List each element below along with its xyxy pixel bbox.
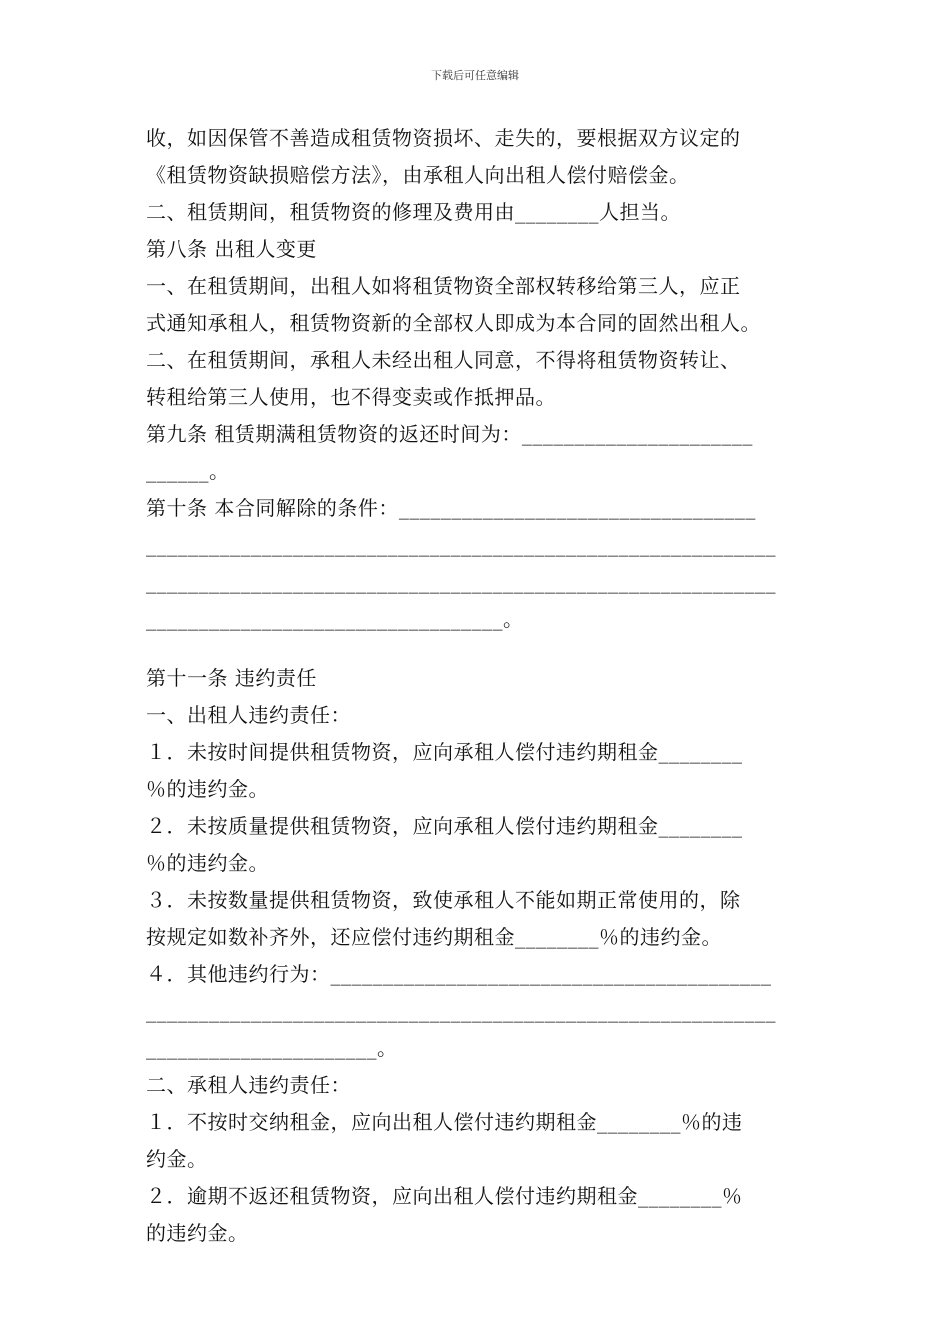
text-line: 的违约金。 xyxy=(146,1221,249,1245)
section-heading: 第八条 出租人变更 xyxy=(146,237,317,261)
text-line: １．未按时间提供租赁物资，应向承租人偿付违约期租金________ xyxy=(146,740,743,764)
text-line: 一、在租赁期间，出租人如将租赁物资全部权转移给第三人，应正 xyxy=(146,274,741,298)
text-line: 二、承租人违约责任： xyxy=(146,1073,351,1097)
text-line: 式通知承租人，租赁物资新的全部权人即成为本合同的固然出租人。 xyxy=(146,311,761,335)
text-line: 约金。 xyxy=(146,1147,208,1171)
text-line: ２．未按质量提供租赁物资，应向承租人偿付违约期租金________ xyxy=(146,814,743,838)
blank-line: __________________________________。 xyxy=(146,607,524,631)
text-line: 一、出租人违约责任： xyxy=(146,703,351,727)
text-line: 转租给第三人使用，也不得变卖或作抵押品。 xyxy=(146,385,556,409)
page-header: 下载后可任意编辑 xyxy=(431,69,519,82)
blank-line: ____________________________________________________________ xyxy=(146,999,776,1023)
text-line: ２．逾期不返还租赁物资，应向出租人偿付违约期租金________％ xyxy=(146,1184,743,1208)
section-heading: 第十一条 违约责任 xyxy=(146,666,317,690)
text-line: ______。 xyxy=(146,459,230,483)
blank-line: ____________________________________________________________ xyxy=(146,533,776,557)
text-line: 收，如因保管不善造成租赁物资损坏、走失的，要根据双方议定的 xyxy=(146,126,741,150)
blank-line: ____________________________________________________________ xyxy=(146,570,776,594)
document-body xyxy=(146,120,806,1252)
text-line: １．不按时交纳租金，应向出租人偿付违约期租金________％的违 xyxy=(146,1110,743,1134)
text-line: 二、租赁期间，租赁物资的修理及费用由________人担当。 xyxy=(146,200,681,224)
text-line: ３．未按数量提供租赁物资，致使承租人不能如期正常使用的，除 xyxy=(146,888,741,912)
text-line: 第十条 本合同解除的条件：__________________________________ xyxy=(146,496,756,520)
paragraph-gap xyxy=(146,638,806,660)
text-line: ％的违约金。 xyxy=(146,777,269,801)
text-line: 第九条 租赁期满租赁物资的返还时间为：______________________ xyxy=(146,422,753,446)
text-line: 按规定如数补齐外，还应偿付违约期租金________％的违约金。 xyxy=(146,925,722,949)
blank-line: ______________________。 xyxy=(146,1036,398,1060)
text-line: ４．其他违约行为：__________________________________________ xyxy=(146,962,772,986)
text-line: ％的违约金。 xyxy=(146,851,269,875)
text-line: 《租赁物资缺损赔偿方法》，由承租人向出租人偿付赔偿金。 xyxy=(146,163,690,187)
text-line: 二、在租赁期间，承租人未经出租人同意，不得将租赁物资转让、 xyxy=(146,348,741,372)
